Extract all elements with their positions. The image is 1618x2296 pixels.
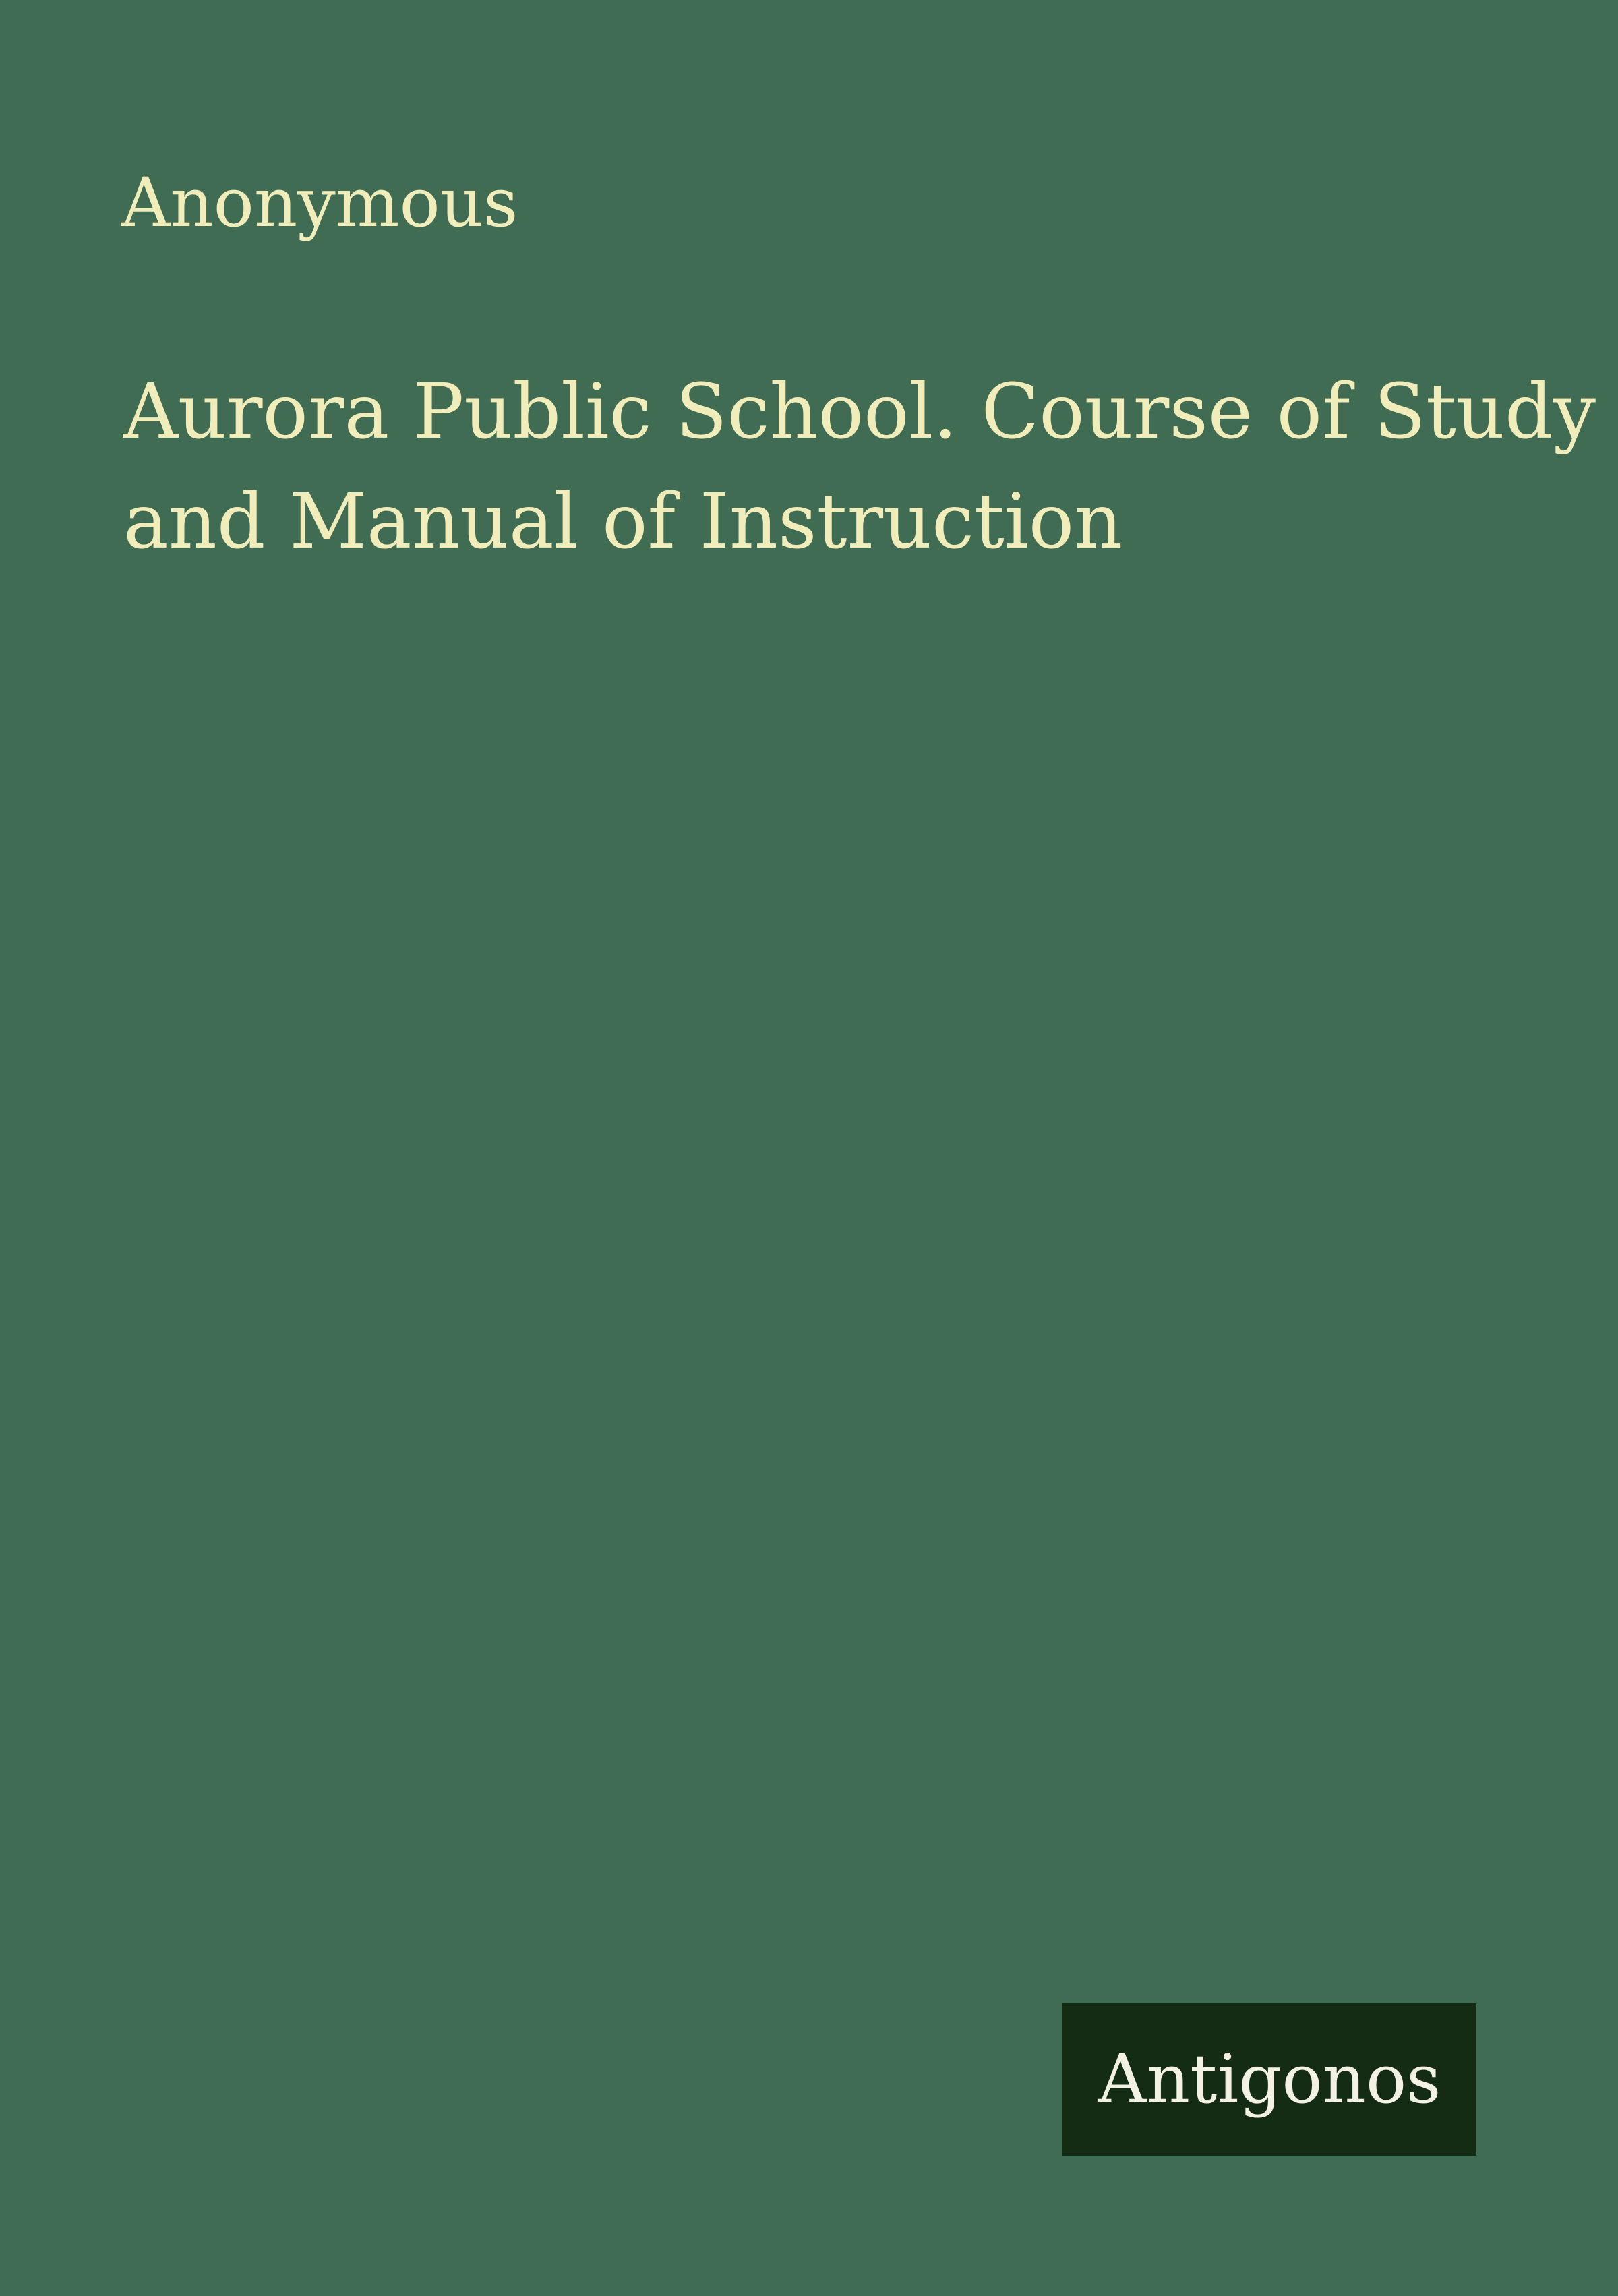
author-name: Anonymous xyxy=(121,163,518,242)
publisher-box xyxy=(1062,2003,1476,2156)
book-title xyxy=(123,357,1596,577)
book-title-line-2: and Manual of Instruction xyxy=(123,478,1123,566)
book-title-line-1: Aurora Public School. Course of Study xyxy=(123,368,1596,456)
publisher-name: Antigonos xyxy=(1098,2040,1441,2119)
